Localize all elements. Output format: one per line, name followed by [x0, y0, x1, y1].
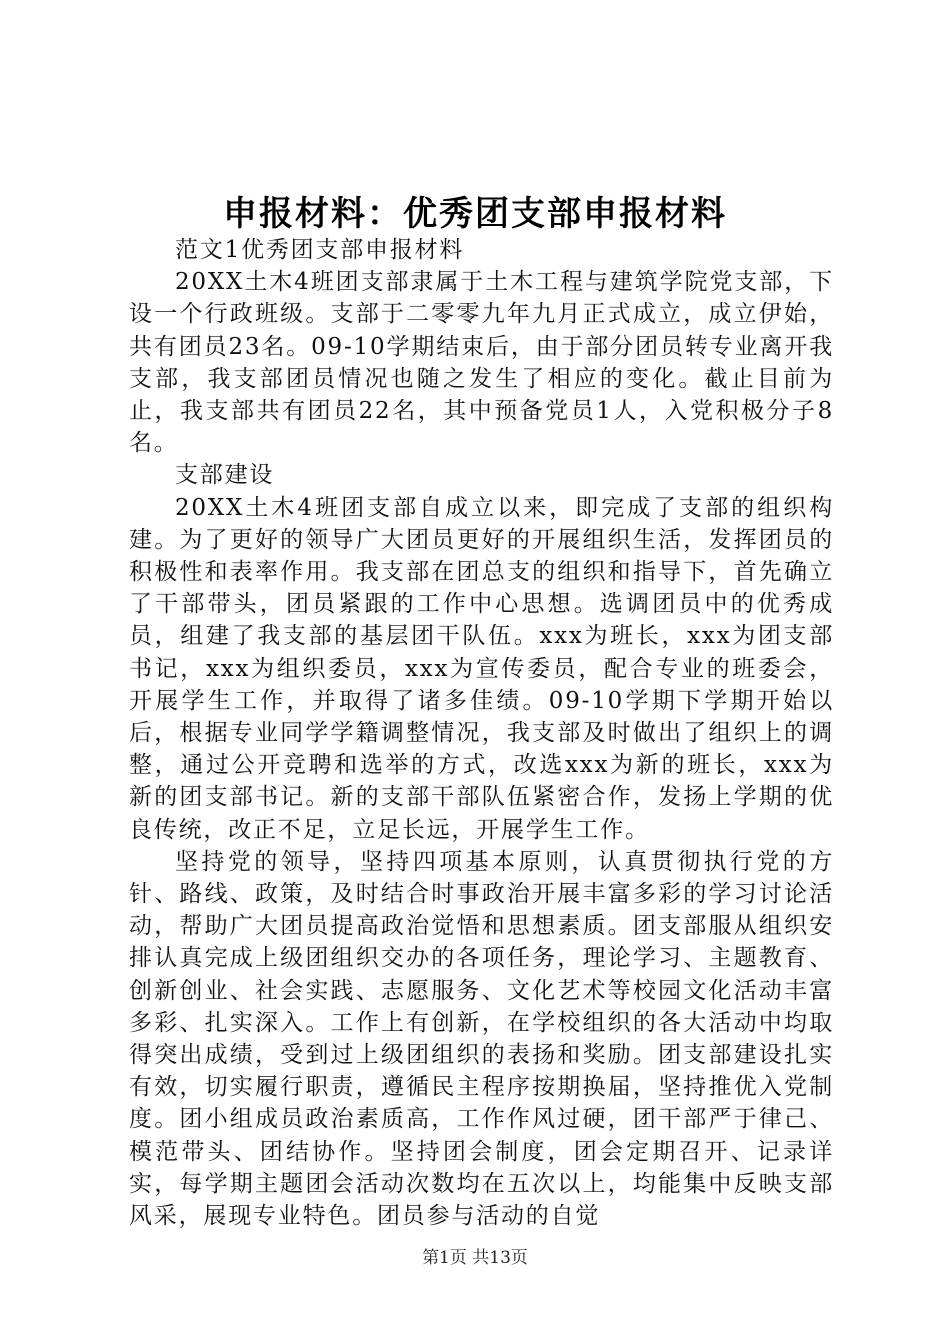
paragraph-section-heading: 支部建设: [175, 462, 275, 489]
paragraph-intro: 20XX土木4班团支部隶属于土木工程与建筑学院党支部，下设一个行政班级。支部于二零零九年九月正式成立，成立伊始，共有团员23名。09-10学期结束后，由于部分团员转专业离开我支部，我支部团员情况也随之发生了相应的变化。截止目前为止，我支部共有团员22名，其中预备党员1人，入党积极分子8名。: [129, 269, 834, 457]
paragraph-heading-sample: 范文1优秀团支部申报材料: [175, 237, 465, 263]
document-body: [129, 234, 834, 1232]
paragraph-party-leadership: 坚持党的领导，坚持四项基本原则，认真贯彻执行党的方针、路线、政策，及时结合时事政治开展丰富多彩的学习讨论活动，帮助广大团员提高政治觉悟和思想素质。团支部服从组织安排认真完成上级团组织交办的各项任务，理论学习、主题教育、创新创业、社会实践、志愿服务、文化艺术等校园文化活动丰富多彩、扎实深入。工作上有创新，在学校组织的各大活动中均取得突出成绩，受到过上级团组织的表扬和奖励。团支部建设扎实有效，切实履行职责，遵循民主程序按期换届，坚持推优入党制度。团小组成员政治素质高，工作作风过硬，团干部严于律己、模范带头、团结协作。坚持团会制度，团会定期召开、记录详实，每学期主题团会活动次数均在五次以上，均能集中反映支部风采，展现专业特色。团员参与活动的自觉: [129, 848, 834, 1230]
page-footer: 第1页 共13页: [422, 1248, 528, 1268]
document-title: 申报材料：优秀团支部申报材料: [223, 194, 727, 234]
paragraph-branch-building: 20XX土木4班团支部自成立以来，即完成了支部的组织构建。为了更好的领导广大团员更好的开展组织生活，发挥团员的积极性和表率作用。我支部在团总支的组织和指导下，首先确立了干部带头，团员紧跟的工作中心思想。选调团员中的优秀成员，组建了我支部的基层团干队伍。xxx为班长，xxx为团支部书记，xxx为组织委员，xxx为宣传委员，配合专业的班委会，开展学生工作，并取得了诸多佳绩。09-10学期下学期开始以后，根据专业同学学籍调整情况，我支部及时做出了组织上的调整，通过公开竞聘和选举的方式，改选xxx为新的班长，xxx为新的团支部书记。新的支部干部队伍紧密合作，发扬上学期的优良传统，改正不足，立足长远，开展学生工作。: [129, 494, 834, 843]
